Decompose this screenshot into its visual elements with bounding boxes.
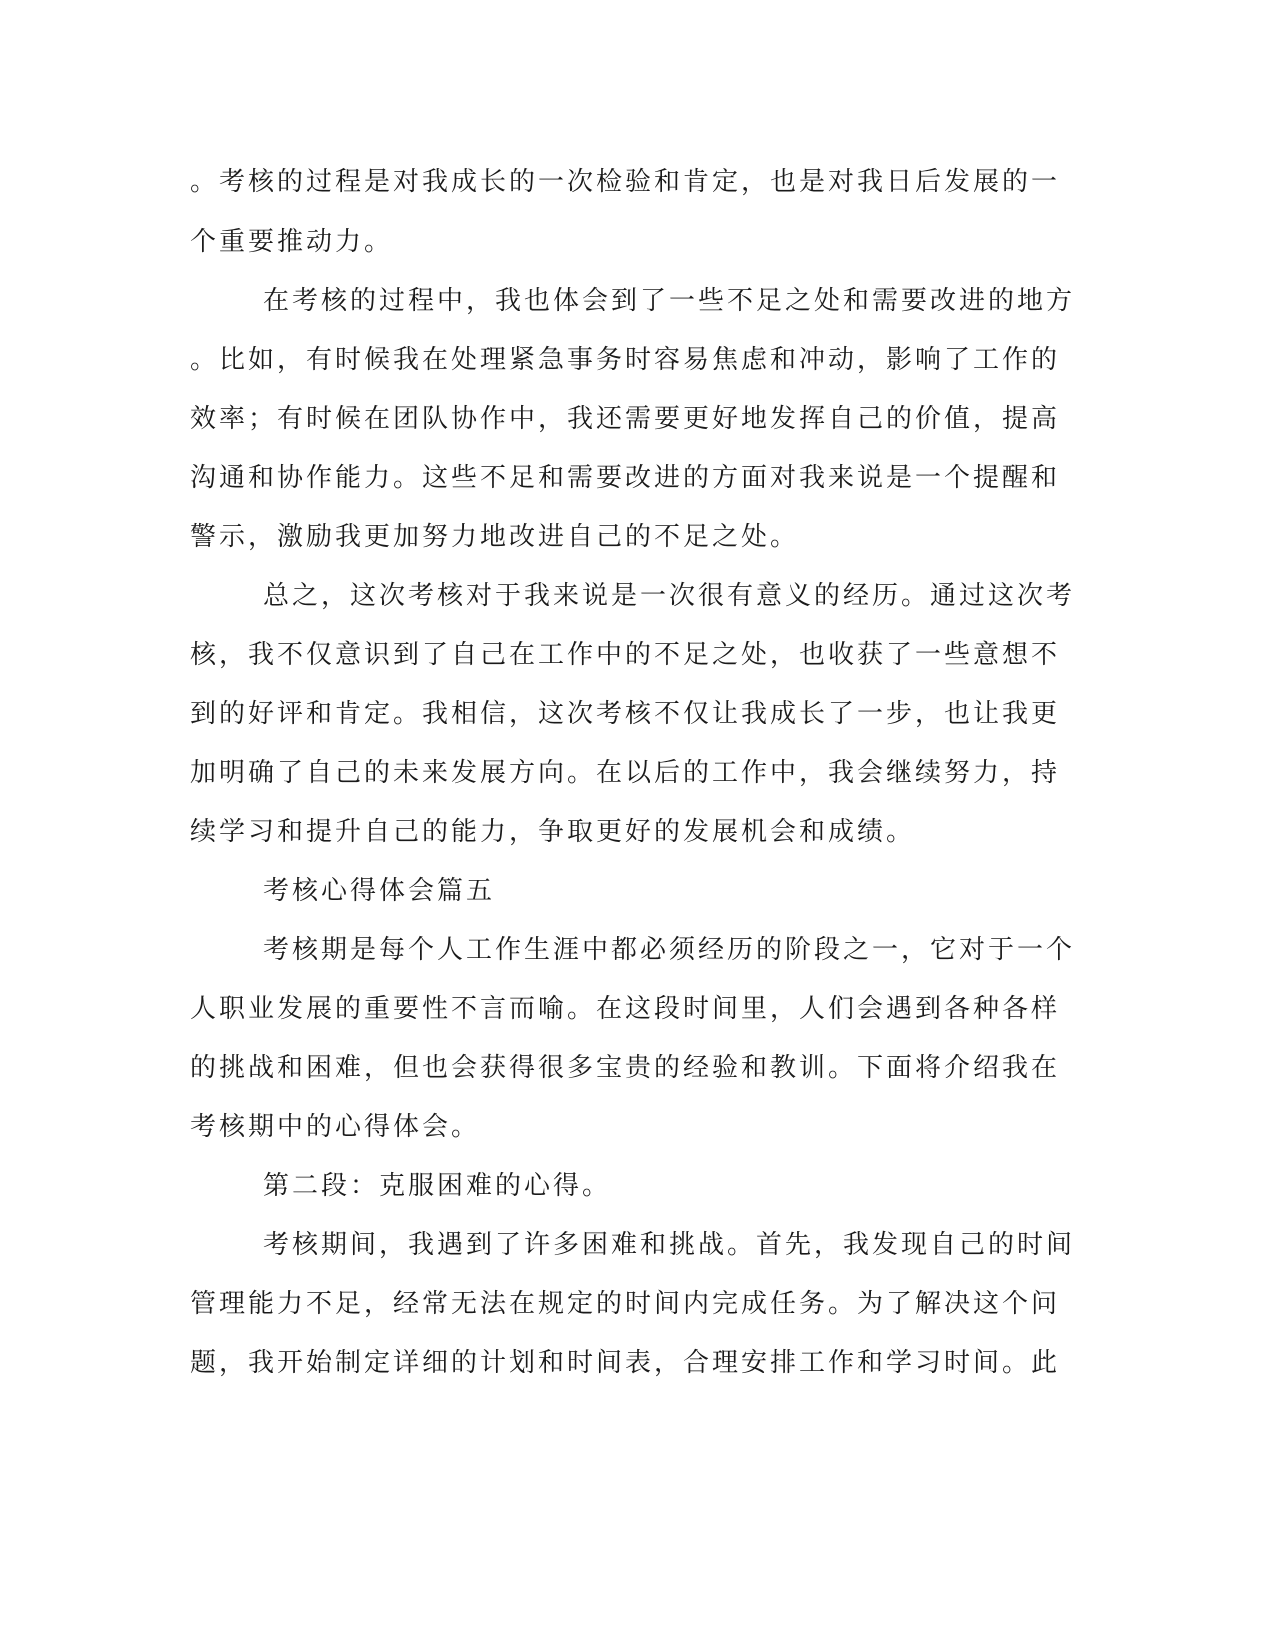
- text-line: 沟通和协作能力。这些不足和需要改进的方面对我来说是一个提醒和: [190, 463, 1061, 493]
- text-line: 到的好评和肯定。我相信，这次考核不仅让我成长了一步，也让我更: [190, 699, 1061, 729]
- text-line: 个重要推动力。: [190, 227, 394, 257]
- text-line: 核，我不仅意识到了自己在工作中的不足之处，也收获了一些意想不: [190, 640, 1061, 670]
- text-line: 人职业发展的重要性不言而喻。在这段时间里，人们会遇到各种各样: [190, 994, 1061, 1024]
- text-line: 警示，激励我更加努力地改进自己的不足之处。: [190, 522, 800, 552]
- text-line: 续学习和提升自己的能力，争取更好的发展机会和成绩。: [190, 817, 916, 847]
- text-line: 考核期中的心得体会。: [190, 1112, 481, 1142]
- paragraph-first-line: 总之，这次考核对于我来说是一次很有意义的经历。通过这次考: [263, 581, 1076, 611]
- text-line: 管理能力不足，经常无法在规定的时间内完成任务。为了解决这个问: [190, 1289, 1061, 1319]
- text-line: 效率；有时候在团队协作中，我还需要更好地发挥自己的价值，提高: [190, 404, 1061, 434]
- section-heading: 考核心得体会篇五: [263, 876, 496, 906]
- text-line: 题，我开始制定详细的计划和时间表，合理安排工作和学习时间。此: [190, 1348, 1061, 1378]
- text-line: 。考核的过程是对我成长的一次检验和肯定，也是对我日后发展的一: [190, 167, 1061, 197]
- text-line: 的挑战和困难，但也会获得很多宝贵的经验和教训。下面将介绍我在: [190, 1053, 1061, 1083]
- subsection-heading: 第二段：克服困难的心得。: [263, 1171, 612, 1201]
- paragraph-first-line: 考核期间，我遇到了许多困难和挑战。首先，我发现自己的时间: [263, 1230, 1076, 1260]
- paragraph-first-line: 考核期是每个人工作生涯中都必须经历的阶段之一，它对于一个: [263, 935, 1076, 965]
- text-line: 。比如，有时候我在处理紧急事务时容易焦虑和冲动，影响了工作的: [190, 345, 1061, 375]
- paragraph-first-line: 在考核的过程中，我也体会到了一些不足之处和需要改进的地方: [263, 286, 1076, 316]
- text-line: 加明确了自己的未来发展方向。在以后的工作中，我会继续努力，持: [190, 758, 1061, 788]
